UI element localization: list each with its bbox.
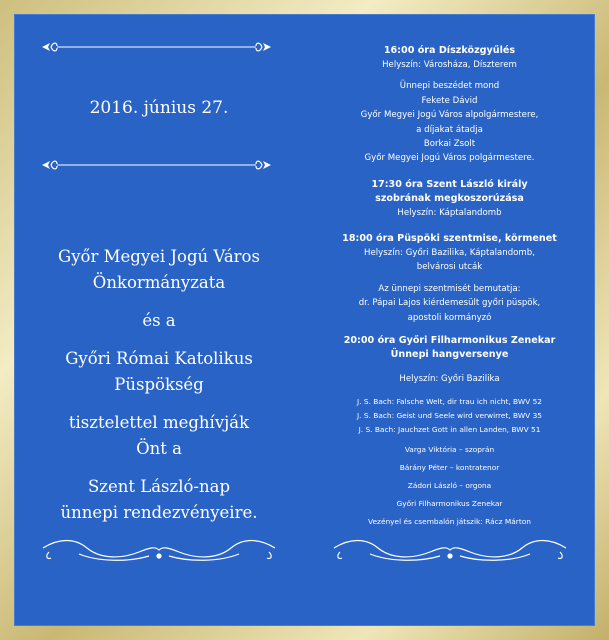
event-detail: dr. Pápai Lajos kiérdemesült győri püspök, <box>358 298 541 309</box>
invitation-line: Önt a <box>136 439 182 458</box>
invitation-line: Püspökség <box>114 375 204 394</box>
performer-item: Zádori László – orgona <box>407 481 492 491</box>
left-column <box>14 14 304 626</box>
event-venue: Helyszín: Győri Bazilika, Káptalandomb, <box>364 248 535 258</box>
event-date: 2016. június 27. <box>89 98 229 118</box>
event-venue: Helyszín: Káptalandomb <box>397 208 502 218</box>
invitation-line: Győri Római Katolikus <box>65 349 253 368</box>
event-detail: Ünnepi beszédet mond <box>399 81 500 92</box>
event-venue: Helyszín: Győri Bazilika <box>399 374 500 384</box>
event-detail: Az ünnepi szentmisét bemutatja: <box>378 283 521 294</box>
event-detail: Fekete Dávid <box>421 95 478 106</box>
program-event-1 <box>304 44 595 166</box>
flourish-ornament-icon <box>39 538 279 564</box>
divider-ornament-icon <box>39 158 274 172</box>
work-item: J. S. Bach: Falsche Welt, dir trau ich nicht, BWV 52 <box>357 397 542 407</box>
event-detail: Győr Megyei Jogú Város alpolgármestere, <box>360 110 539 121</box>
flourish-ornament-icon <box>330 538 570 564</box>
event-title: szobrának megkoszorúzása <box>375 193 524 204</box>
invitation-line: Szent László-nap <box>87 477 231 496</box>
invitation-panel <box>14 14 595 626</box>
event-title: 18:00 óra Püspöki szentmise, körmenet <box>342 233 557 244</box>
event-title: Ünnepi hangversenye <box>390 349 509 360</box>
invitation-line: Győr Megyei Jogú Város <box>58 247 260 266</box>
performer-item: Bárány Péter – kontratenor <box>399 463 500 473</box>
program-event-4 <box>304 334 595 531</box>
performer-item: Varga Viktória – szoprán <box>404 445 495 455</box>
event-detail: apostoli kormányzó <box>407 312 492 323</box>
divider-ornament-icon <box>39 40 274 54</box>
event-detail: Borkai Zsolt <box>423 139 476 150</box>
program-event-3 <box>304 232 595 325</box>
work-item: J. S. Bach: Jauchzet Gott in allen Landen, BWV 51 <box>358 425 541 435</box>
program-column <box>304 14 595 626</box>
invitation-line: és a <box>142 311 176 330</box>
event-title: 17:30 óra Szent László király <box>371 179 528 190</box>
performer-item: Vezényel és csembalón játszik: Rácz Márton <box>368 517 531 527</box>
event-venue: belvárosi utcák <box>416 262 483 273</box>
performer-item: Győri Filharmonikus Zenekar <box>396 499 503 509</box>
event-detail: Győr Megyei Jogú Város polgármestere. <box>364 153 535 164</box>
invitation-line: Önkormányzata <box>92 273 226 292</box>
event-venue: Helyszín: Városháza, Díszterem <box>382 60 517 70</box>
invitation-line: tisztelettel meghívják <box>68 413 250 432</box>
event-detail: a díjakat átadja <box>416 124 483 135</box>
event-title: 20:00 óra Győri Filharmonikus Zenekar <box>343 335 556 346</box>
invitation-line: ünnepi rendezvényeire. <box>60 503 258 522</box>
program-event-2 <box>304 178 595 220</box>
event-title: 16:00 óra Díszközgyűlés <box>383 45 516 56</box>
work-item: J. S. Bach: Geist und Seele wird verwirret, BWV 35 <box>357 411 542 421</box>
